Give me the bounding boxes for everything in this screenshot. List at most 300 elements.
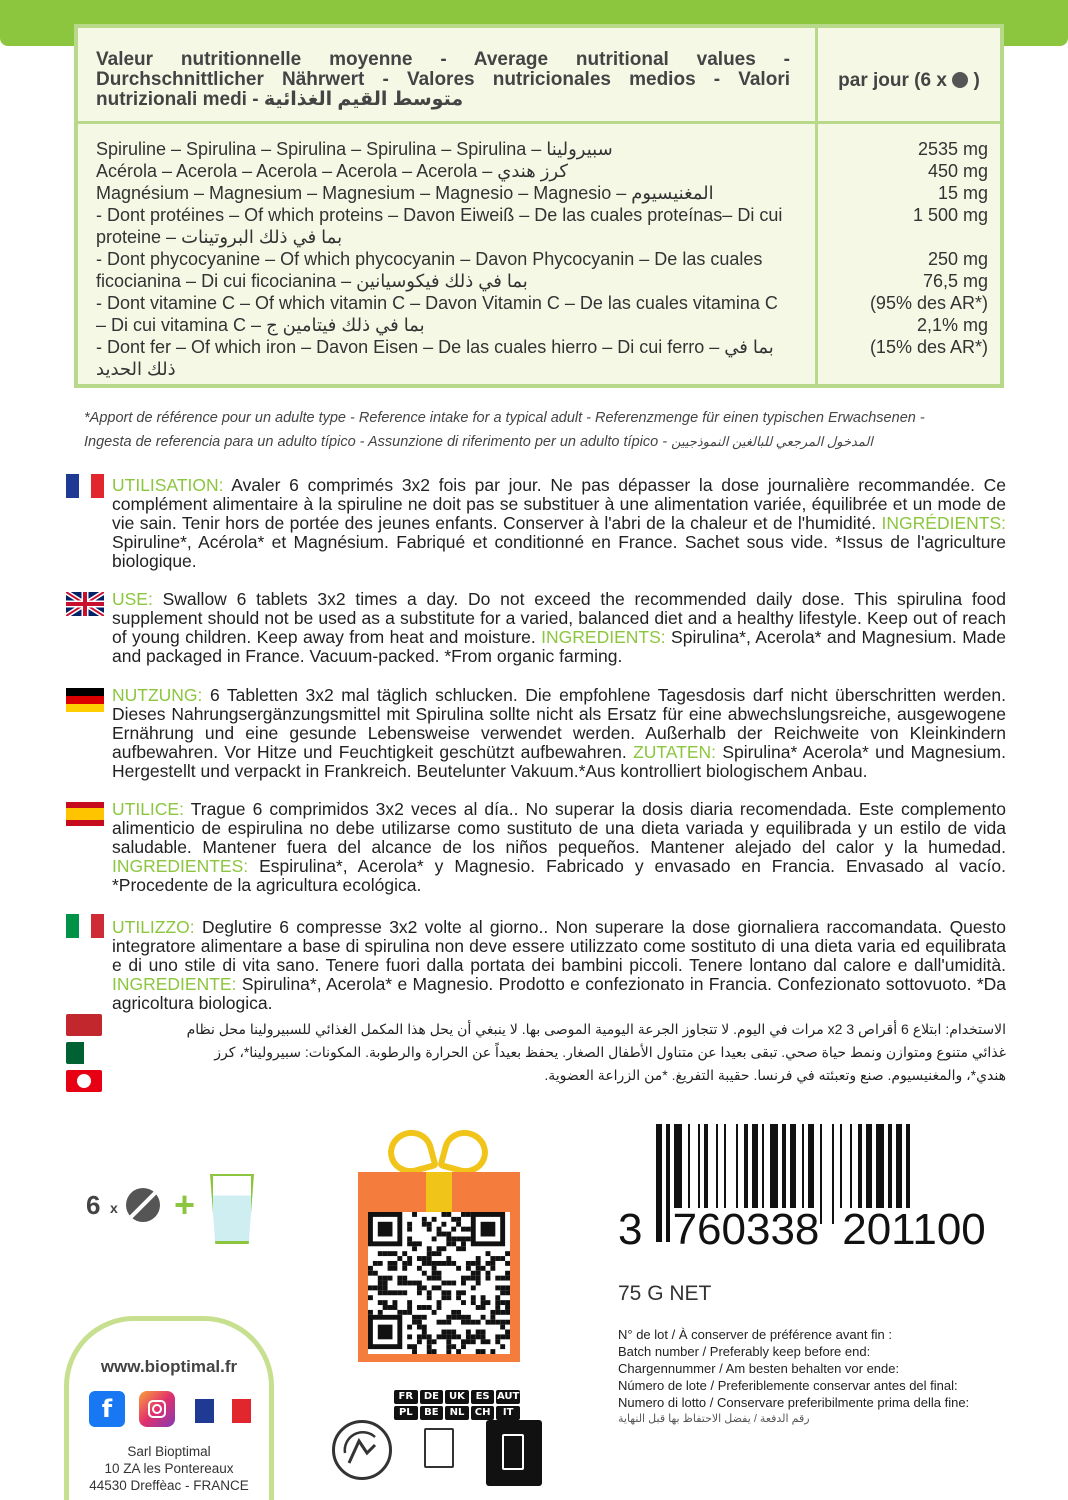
qr-module [446,1241,451,1246]
qr-module [466,1315,471,1320]
qr-module [446,1330,451,1335]
qr-module [407,1334,412,1339]
qr-module [368,1271,373,1276]
qr-module [461,1315,466,1320]
qr-module [466,1227,471,1232]
qr-module [432,1236,437,1241]
nutrient-value: 2535 mg [917,139,988,159]
qr-module [495,1305,500,1310]
qr-module [427,1305,432,1310]
qr-module [451,1227,456,1232]
qr-module [456,1315,461,1320]
qr-module [446,1232,451,1237]
qr-module [476,1281,481,1286]
qr-module [432,1217,437,1222]
qr-module [476,1256,481,1261]
qr-module [505,1300,510,1305]
net-weight: 75 G NET [618,1282,712,1305]
qr-module [476,1334,481,1339]
nutrient-value: 76,5 mg [922,271,988,291]
qr-module [466,1339,471,1344]
qr-module [461,1276,466,1281]
country-code-badge: IT [496,1406,520,1420]
qr-module [368,1266,373,1271]
tablet-icon [952,72,968,88]
barcode-bar [656,1124,662,1242]
qr-module [446,1261,451,1266]
footnote-line-2 [84,430,1004,454]
company-line: Sarl Bioptimal [127,1444,211,1459]
qr-module [481,1266,486,1271]
qr-module [456,1295,461,1300]
qr-module [427,1276,432,1281]
section-fr-ingredients: Spiruline*, Acérola* et Magnésium. Fabriqué et conditionné en France. Sachet sous vide. *Issus de l'agriculture biologique. [112,532,1006,571]
per-day-header [818,70,1000,92]
qr-module [486,1271,491,1276]
nutrient-row: - Dont phycocyanine – Of which phycocyanin – Davon Phycocyanin – De las cuales ficocianina – Di cui ficocianina – بما في ذلك فيكوسيانين [96,249,763,291]
qr-module [486,1276,491,1281]
qr-module [471,1295,476,1300]
qr-module [437,1232,442,1237]
qr-module [451,1330,456,1335]
qr-module [368,1295,373,1300]
country-codes [394,1390,520,1420]
qr-module [412,1320,417,1325]
lot-info [618,1326,1008,1428]
qr-module [505,1271,510,1276]
qr-module [412,1281,417,1286]
qr-module [461,1227,466,1232]
lot-line: N° de lot / À conserver de préférence avant fin : [618,1327,893,1342]
qr-module [412,1315,417,1320]
qr-module [388,1276,393,1281]
qr-module [432,1251,437,1256]
company-line: 10 ZA les Pontereaux [104,1461,234,1476]
qr-module [427,1227,432,1232]
nutrient-row: - Dont protéines – Of which proteins – Davon Eiweiß – De las cuales proteínas– Di cui proteine – بما في ذلك البروتينات [96,205,783,247]
section-en-ingredients: Spirulina*, Acerola* and Magnesium. Made and packaged in France. Vacuum-packed. *From organic farming. [112,627,1006,666]
qr-module [446,1349,451,1354]
flag-germany-icon [66,688,104,712]
qr-module [378,1310,383,1315]
nutrient-value [818,226,988,248]
qr-module [500,1334,505,1339]
qr-module [422,1222,427,1227]
country-code-badge: CH [471,1406,495,1420]
qr-module [446,1236,451,1241]
qr-module [437,1285,442,1290]
flag-morocco-icon [66,1014,102,1036]
qr-module [383,1305,388,1310]
qr-module [437,1305,442,1310]
qr-module [451,1241,456,1246]
qr-module [456,1349,461,1354]
qr-module [402,1261,407,1266]
qr-module [490,1315,495,1320]
qr-module [427,1251,432,1256]
section-en [112,590,1006,666]
qr-module [451,1236,456,1241]
section-ar-line: الاستخدام: ابتلاع 6 أقراص 3 x2 مرات في اليوم. لا تتجاوز الجرعة اليومية الموصى بها. لا ينبغي أن يحل هذا المكمل الغذائي للسبيرولينا محل نظام [186,1021,1006,1037]
section-en-ingredients-label: INGREDIENTS: [541,627,666,647]
qr-module [432,1349,437,1354]
qr-module [505,1276,510,1281]
qr-module [451,1281,456,1286]
qr-module [383,1251,388,1256]
qr-module [486,1320,491,1325]
qr-module [456,1334,461,1339]
qr-module [378,1222,393,1237]
nutrient-value: 450 mg [927,161,988,181]
qr-module [500,1344,505,1349]
section-es-ingredients-label: INGREDIENTES: [112,856,249,876]
qr-module [422,1315,427,1320]
company-address [69,1443,269,1494]
qr-module [456,1217,461,1222]
qr-module [500,1256,505,1261]
qr-module [505,1261,510,1266]
qr-module [422,1305,427,1310]
qr-module [412,1212,417,1217]
qr-module [476,1276,481,1281]
qr-module [505,1330,510,1335]
qr-module [471,1276,476,1281]
qr-module [417,1285,422,1290]
footnote-line-2-arabic: المدخول المرجعي للبالغين النموذجيين [671,434,873,449]
qr-module [456,1246,461,1251]
nutrient-values [818,138,988,358]
section-fr-ingredients-label: INGRÉDIENTS: [881,513,1006,533]
qr-module [432,1339,437,1344]
qr-module [481,1305,486,1310]
qr-module [481,1349,486,1354]
nutrient-row: - Dont fer – Of which iron – Davon Eisen – De las cuales hierro – Di cui ferro – بما في ذلك الحديد [96,337,774,379]
qr-module [471,1300,476,1305]
qr-module [461,1290,466,1295]
qr-module [417,1315,422,1320]
qr-module [466,1261,471,1266]
qr-module [407,1310,412,1315]
tunisia-emblem-icon [77,1074,91,1088]
qr-module [500,1300,505,1305]
qr-module [407,1236,412,1241]
qr-module [446,1334,451,1339]
qr-module [456,1290,461,1295]
qr-module [486,1300,491,1305]
qr-module [437,1251,442,1256]
qr-module [437,1261,442,1266]
country-code-badge: BE [420,1406,444,1420]
qr-module [461,1241,466,1246]
qr-module [446,1295,451,1300]
nutrient-row: Spiruline – Spirulina – Spirulina – Spirulina – Spirulina – سبيرولينا [96,139,613,159]
recycling-info [332,1390,544,1494]
qr-module [461,1300,466,1305]
qr-module [441,1290,446,1295]
qr-module [383,1281,388,1286]
qr-module [466,1330,471,1335]
qr-module [392,1251,397,1256]
qr-module [397,1276,402,1281]
qr-module [471,1334,476,1339]
country-code-badge: UK [445,1390,469,1404]
qr-module [441,1261,446,1266]
qr-module [466,1320,471,1325]
qr-module [427,1349,432,1354]
qr-module [476,1320,481,1325]
qr-module [451,1315,456,1320]
qr-module [383,1300,388,1305]
qr-module [446,1339,451,1344]
section-it-label: UTILIZZO: [112,917,195,937]
qr-module [417,1256,422,1261]
qr-module [432,1276,437,1281]
qr-module [378,1281,383,1286]
qr-module [456,1310,461,1315]
nutrient-value: 15 mg [937,183,988,203]
section-it [112,918,1006,1013]
qr-module [417,1320,422,1325]
lot-line: Batch number / Preferably keep before end: [618,1344,871,1359]
qr-module [500,1310,505,1315]
qr-module [407,1256,412,1261]
qr-module [481,1295,486,1300]
qr-module [490,1266,495,1271]
qr-module [495,1276,500,1281]
qr-module [481,1334,486,1339]
qr-module [441,1334,446,1339]
qr-module [368,1285,373,1290]
qr-module [466,1334,471,1339]
qr-module [422,1261,427,1266]
qr-module [446,1344,451,1349]
lot-line: Numero di lotto / Conservare preferibilmente prima della fine: [618,1395,970,1410]
bin-icon [502,1434,524,1470]
nutrient-value: 250 mg [927,249,988,269]
qr-module [490,1310,495,1315]
qr-module [451,1334,456,1339]
qr-module [446,1281,451,1286]
qr-module [461,1281,466,1286]
flag-italy-icon [66,914,104,938]
qr-module [422,1330,427,1335]
qr-module [441,1246,446,1251]
flag-uk-icon [66,592,104,616]
section-ar-line: غذائي متنوع ومتوازن ونمط حياة صحي. تبقى بعيدا عن متناول الأطفال الصغار. يحفظ بعيداً عن الحرارة والرطوبة. المكونات: سبيرولينا*، كرز [214,1044,1006,1060]
qr-module [500,1325,505,1330]
qr-module [461,1246,466,1251]
website-link[interactable]: www.bioptimal.fr [100,1357,238,1376]
qr-module [476,1261,481,1266]
qr-module [427,1339,432,1344]
qr-module [495,1320,500,1325]
qr-module [378,1285,383,1290]
qr-module [407,1305,412,1310]
qr-module [500,1290,505,1295]
facebook-icon[interactable]: f [89,1391,125,1427]
section-fr-label: UTILISATION: [112,475,224,495]
qr-module [422,1325,427,1330]
qr-module [402,1310,407,1315]
qr-module [495,1310,500,1315]
section-es-ingredients: Espirulina*, Acerola* y Magnesio. Fabricado y envasado en Francia. Envasado al vacío. *Procedente de la agricultura ecológica. [112,856,1006,895]
qr-module [402,1266,407,1271]
nutrient-names [96,138,790,380]
gift-ribbon-icon [426,1172,452,1212]
qr-module [427,1246,432,1251]
qr-module [476,1266,481,1271]
lot-line: Número de lote / Preferiblemente conservar antes del final: [618,1378,958,1393]
qr-module [427,1261,432,1266]
qr-module [446,1315,451,1320]
qr-module [456,1236,461,1241]
triman-graphic [335,1423,389,1477]
qr-module [412,1349,417,1354]
gift-qr-code[interactable] [358,1130,520,1362]
qr-module [437,1276,442,1281]
qr-module [417,1290,422,1295]
qr-module [446,1256,451,1261]
qr-module [373,1285,378,1290]
qr-module [446,1290,451,1295]
qr-module [456,1266,461,1271]
qr-module [476,1330,481,1335]
country-code-badge: DE [420,1390,444,1404]
qr-code[interactable] [368,1212,510,1354]
qr-module [471,1320,476,1325]
qr-module [407,1222,412,1227]
qr-module [378,1290,383,1295]
qr-module [378,1300,383,1305]
qr-module [495,1285,500,1290]
qr-module [441,1295,446,1300]
qr-module [451,1344,456,1349]
nutrient-row: - Dont vitamine C – Of which vitamin C – Davon Vitamin C – De las cuales vitamina C – Di cui vitamina C – بما في ذلك فيتامين ج [96,293,778,335]
flag-algeria-icon [66,1042,102,1064]
qr-module [446,1212,451,1217]
instagram-icon[interactable] [139,1391,175,1427]
qr-module [495,1256,500,1261]
qr-module [490,1349,495,1354]
section-es [112,800,1006,895]
qr-module [481,1300,486,1305]
qr-module [432,1285,437,1290]
qr-module [495,1339,500,1344]
plus-icon: + [174,1184,196,1225]
water-glass-icon [210,1174,254,1244]
qr-module [392,1305,397,1310]
qr-module [407,1261,412,1266]
qr-module [437,1227,442,1232]
qr-module [378,1251,383,1256]
qr-module [427,1222,432,1227]
qr-module [388,1305,393,1310]
triman-recycle-icon [332,1420,392,1480]
qr-module [437,1334,442,1339]
nutrient-value: (15% des AR*) [869,337,988,357]
qr-module [427,1334,432,1339]
qr-module [446,1320,451,1325]
qr-module [417,1266,422,1271]
company-line: 44530 Dreffèac - FRANCE [89,1478,249,1493]
qr-module [461,1212,466,1217]
qr-module [437,1271,442,1276]
qr-module [417,1241,422,1246]
qr-module [417,1305,422,1310]
footnote-line-1: *Apport de référence pour un adulte type - Reference intake for a typical adult - Referenzmenge für einen typischen Erwachsenen - [84,410,925,426]
qr-module [378,1276,383,1281]
flag-tunisia-icon [66,1070,102,1092]
qr-module [476,1305,481,1310]
qr-module [476,1349,481,1354]
qr-module [481,1330,486,1335]
qr-module [397,1290,402,1295]
section-en-text: Swallow 6 tablets 3x2 times a day. Do not exceed the recommended daily dose. This spirulina food supplement should not be used as a substitute for a varied, balanced diet and a healthy lifestyle. Keep out of reach of young children. Keep away from heat and moisture. [112,589,1006,647]
qr-module [481,1339,486,1344]
qr-module [456,1222,461,1227]
qr-module [412,1246,417,1251]
qr-module [441,1281,446,1286]
section-ar [112,1018,1006,1087]
qr-module [471,1339,476,1344]
qr-module [495,1295,500,1300]
qr-module [432,1271,437,1276]
section-de-label: NUTZUNG: [112,685,203,705]
qr-module [388,1290,393,1295]
qr-module [466,1276,471,1281]
qr-module [505,1251,510,1256]
nutrition-header-title: Valeur nutritionnelle moyenne - Average nutritional values - Durchschnittlicher Nährwert - Valores nutricionales medios - Valori nutrizionali medi - متوسط القيم الغذائية [96,49,790,110]
qr-module [383,1285,388,1290]
qr-module [422,1334,427,1339]
qr-module [417,1325,422,1330]
barcode-first-digit: 3 [618,1205,643,1254]
qr-module [441,1330,446,1335]
qr-module [500,1276,505,1281]
nutrient-value: 2,1% mg [916,315,988,335]
qr-module [417,1281,422,1286]
qr-module [461,1320,466,1325]
qr-module [388,1266,393,1271]
qr-module [407,1300,412,1305]
qr-module [495,1334,500,1339]
qr-module [505,1285,510,1290]
qr-module [495,1300,500,1305]
qr-module [427,1290,432,1295]
qr-module [466,1212,471,1217]
qr-module [466,1236,471,1241]
qr-module [378,1325,393,1340]
section-fr-text: Avaler 6 comprimés 3x2 fois par jour. Ne pas dépasser la dose journalière recommandée. Ce complément alimentaire à la spiruline ne doit pas se substituer à une alimentation variée, équilibrée et un mode de vie sain. Tenir hors de portée des jeunes enfants. Conserver à l'abri de la chaleur et de l'humidité. [112,475,1006,533]
qr-module [427,1295,432,1300]
qr-module [432,1310,437,1315]
barcode-bar [820,1124,822,1224]
qr-module [368,1310,373,1315]
qr-module [481,1222,496,1237]
qr-module [505,1334,510,1339]
qr-module [451,1261,456,1266]
lot-line: Chargennummer / Am besten behalten vor ende: [618,1361,900,1376]
qr-module [388,1251,393,1256]
per-day-close: ) [973,70,980,91]
qr-module [437,1246,442,1251]
qr-module [481,1315,486,1320]
qr-module [422,1271,427,1276]
qr-module [397,1281,402,1286]
qr-module [461,1236,466,1241]
qr-module [471,1285,476,1290]
qr-module [422,1217,427,1222]
